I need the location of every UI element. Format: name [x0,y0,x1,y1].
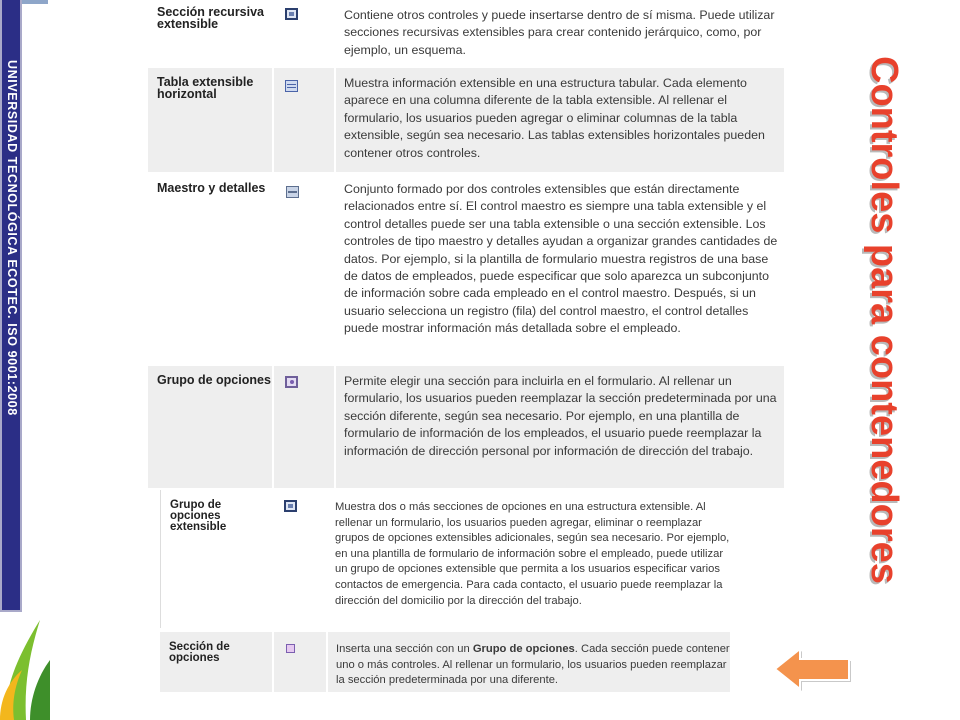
left-arrow-icon [772,646,852,692]
control-name: Maestro y detalles [157,181,266,195]
control-name: Sección recursiva extensible [157,5,265,31]
university-banner [0,0,22,612]
icon-cell [274,632,326,692]
table-row [148,174,784,364]
control-description [328,632,730,692]
description-text: Inserta una sección con un [336,643,473,655]
control-name: Grupo de opciones extensible [170,499,227,533]
control-name: Tabla extensible horizontal [157,75,254,101]
control-name: Sección de opciones [169,641,230,664]
control-name: Grupo de opciones [157,373,271,387]
icon-cell [274,174,334,364]
description-emphasis: Grupo de opciones [472,643,575,655]
table-row [160,632,730,692]
table-row [148,366,784,488]
table-row [148,0,784,66]
icon-cell [273,490,327,628]
icon-cell [274,0,334,66]
horizontal-table-icon [285,80,298,92]
control-description: Muestra dos o más secciones de opciones en una estructura extensible. Al rellenar un formulario, los usuarios pueden agregar, eliminar o reemplazar grupos de opciones extensibles adicionales, según sea necesario. Por ejemplo, en una plantilla de formulario de información sobre el empleado, puede utilizar un grupo de opciones extensible que permita a los usuarios especificar varios contactos de emergencia. Para cada contacto, el usuario puede reemplazar la dirección del domicilio por la dirección del trabajo. [335,501,730,607]
ecotec-logo [0,612,50,720]
banner-top-accent [22,0,48,4]
choice-group-icon [285,376,298,388]
choice-section-icon [286,644,295,653]
icon-cell [274,366,334,488]
table-row [148,68,784,172]
control-description: Conjunto formado por dos controles extensibles que están directamente relacionados entre sí. El control maestro es siempre una tabla extensible y el control detalles puede ser una tabla extensible o una sección extensible. Los controles de tipo maestro y detalles ayudan a organizar grandes cantidades de datos. Por ejemplo, si la plantilla de formulario muestra registros de una base de datos de empleados, puede especificar que solo aparezca un subconjunto de información sobre cada empleado en el control maestro. Después, si un usuario selecciona un registro (fila) del control maestro, el control detalles puede mostrar información más detallada sobre el empleado. [344,182,778,336]
slide-title: Controles para contenedores [863,56,905,584]
control-description: Contiene otros controles y puede insertarse dentro de sí misma. Puede utilizar secciones recursivas extensibles para crear contenido jerárquico, como, por ejemplo, un esquema. [344,8,775,57]
master-detail-icon [286,186,299,198]
university-banner-text: UNIVERSIDAD TECNOLÓGICA ECOTEC. ISO 9001:2008 [5,60,19,416]
recursive-section-icon [285,8,298,20]
control-description: Muestra información extensible en una estructura tabular. Cada elemento aparece en una columna diferente de la tabla extensible. Al rellenar el formulario, los usuarios pueden agregar o eliminar columnas de la tabla extensible, según sea necesario. Las tablas extensibles horizontales pueden contener otros controles. [344,76,765,160]
table-row [160,490,730,628]
icon-cell [274,68,334,172]
control-description: Permite elegir una sección para incluirla en el formulario. Al rellenar un formulario, los usuarios pueden reemplazar la sección predeterminada por una sección diferente, según sea necesario. Por ejemplo, en una plantilla de formulario de información de los empleados, el usuario puede reemplazar la información de dirección personal por información de dirección del trabajo. [344,374,777,458]
repeating-choice-group-icon [284,500,297,512]
description-text: . Cada sección puede contener uno o más controles. Al rellenar un formulario, los usuarios pueden reemplazar la sección predeterminada por una diferente. [336,643,730,687]
